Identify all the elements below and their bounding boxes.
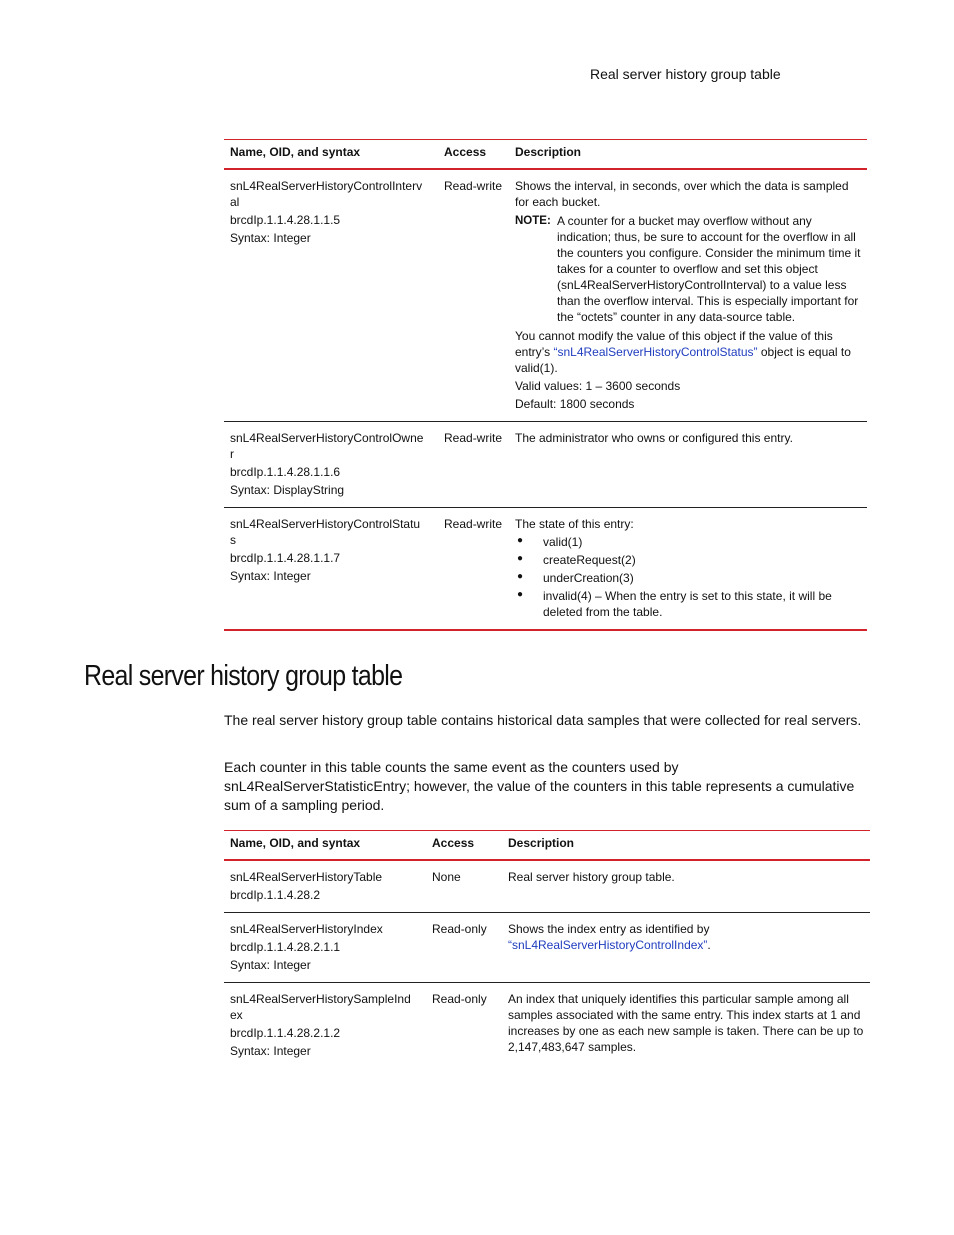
- access-cell: Read-write: [438, 508, 509, 631]
- table-row: [224, 860, 870, 913]
- running-header: Real server history group table: [590, 66, 781, 82]
- table-row: [224, 508, 867, 631]
- object-name-cell: [224, 508, 438, 631]
- table-row: [224, 169, 867, 422]
- column-header-access: Access: [438, 140, 509, 170]
- access-cell: Read-write: [438, 422, 509, 508]
- control-index-link[interactable]: “snL4RealServerHistoryControlIndex”: [508, 938, 708, 952]
- column-header-access: Access: [426, 831, 502, 861]
- note-label: NOTE:: [515, 215, 551, 227]
- description-text-post: .: [707, 938, 711, 952]
- column-header-name: Name, OID, and syntax: [224, 140, 438, 170]
- note-block: [515, 213, 861, 325]
- description-text: The state of this entry:: [515, 517, 634, 531]
- description-cell: An index that uniquely identifies this particular sample among all samples associated with the same entry. This index starts at 1 and increases by one as each new sample is taken. There can be up to 2,147,483,647 samples.: [508, 992, 864, 1054]
- valid-values: Valid values: 1 – 3600 seconds: [515, 379, 681, 393]
- object-name-wrap: s: [230, 533, 236, 547]
- object-oid: brcdIp.1.1.4.28.1.1.7: [230, 551, 341, 565]
- object-name-cell: [224, 422, 438, 508]
- object-name-wrap: r: [230, 447, 234, 461]
- object-name: snL4RealServerHistoryTable: [230, 870, 383, 884]
- access-cell: Read-only: [426, 913, 502, 983]
- control-status-link[interactable]: “snL4RealServerHistoryControlStatus”: [553, 345, 758, 359]
- description-text-pre: Shows the index entry as identified by: [508, 922, 710, 936]
- modify-text: [515, 328, 861, 376]
- counter-paragraph: Each counter in this table counts the same event as the counters used by snL4RealServerStatisticEntry; however, the value of the counters in this table represents a cumulative sum of a sampling period.: [224, 759, 855, 813]
- object-oid: brcdIp.1.1.4.28.1.1.5: [230, 213, 341, 227]
- object-syntax: Syntax: Integer: [230, 1044, 311, 1058]
- object-oid: brcdIp.1.1.4.28.1.1.6: [230, 465, 341, 479]
- description-cell: Real server history group table.: [502, 860, 870, 913]
- description-cell: [509, 169, 867, 422]
- table-header-row: [224, 831, 870, 861]
- object-oid: brcdIp.1.1.4.28.2: [230, 888, 321, 902]
- object-name: snL4RealServerHistorySampleInd: [230, 992, 411, 1006]
- section-title: Real server history group table: [84, 660, 403, 692]
- object-syntax: Syntax: Integer: [230, 231, 311, 245]
- list-item: ● underCreation(3): [515, 570, 861, 586]
- object-name-cell: [224, 983, 426, 1069]
- mib-table-history-control: [224, 139, 867, 631]
- object-name: snL4RealServerHistoryControlInterv: [230, 179, 423, 193]
- object-name: snL4RealServerHistoryIndex: [230, 922, 383, 936]
- table-row: [224, 422, 867, 508]
- list-item: ● valid(1): [515, 534, 861, 550]
- column-header-description: Description: [502, 831, 870, 861]
- description-cell: [509, 508, 867, 631]
- note-text: A counter for a bucket may overflow without any indication; thus, be sure to account for the overflow in all the counters you configure. Consider the minimum time it takes for a counter to overflow and set this object (snL4RealServerHistoryControlInterval) to a value less than the overflow interval. This is especially important for the “octets” counter in any data-source table.: [557, 214, 861, 324]
- modify-text-post: object is equal to valid(1).: [515, 345, 851, 375]
- object-oid: brcdIp.1.1.4.28.2.1.2: [230, 1026, 341, 1040]
- mib-table-history: [224, 830, 870, 1068]
- table-row: [224, 983, 870, 1069]
- object-name-wrap: al: [230, 195, 240, 209]
- object-name-cell: [224, 860, 426, 913]
- object-syntax: Syntax: Integer: [230, 958, 311, 972]
- intro-paragraph: The real server history group table contains historical data samples that were collected for real servers.: [224, 712, 862, 728]
- object-syntax: Syntax: DisplayString: [230, 483, 345, 497]
- access-cell: None: [426, 860, 502, 913]
- object-name: snL4RealServerHistoryControlOwne: [230, 431, 424, 445]
- access-cell: Read-write: [438, 169, 509, 422]
- object-name-wrap: ex: [230, 1008, 243, 1022]
- description-text: Shows the interval, in seconds, over which the data is sampled for each bucket.: [515, 179, 849, 209]
- table-row: [224, 913, 870, 983]
- access-cell: Read-only: [432, 992, 487, 1006]
- column-header-description: Description: [509, 140, 867, 170]
- state-list: [515, 534, 861, 620]
- default-value: Default: 1800 seconds: [515, 397, 635, 411]
- description-cell: The administrator who owns or configured this entry.: [509, 422, 867, 508]
- object-oid: brcdIp.1.1.4.28.2.1.1: [230, 940, 341, 954]
- table-header-row: [224, 140, 867, 170]
- list-item: ● createRequest(2): [515, 552, 861, 568]
- modify-text-pre: You cannot modify the value of this object if the value of this entry’s: [515, 329, 833, 359]
- description-cell: [502, 913, 870, 983]
- column-header-name: Name, OID, and syntax: [224, 831, 426, 861]
- list-item: ● invalid(4) – When the entry is set to this state, it will be deleted from the table.: [515, 588, 861, 620]
- object-name-cell: [224, 913, 426, 983]
- object-syntax: Syntax: Integer: [230, 569, 311, 583]
- object-name: snL4RealServerHistoryControlStatu: [230, 517, 421, 531]
- object-name-cell: [224, 169, 438, 422]
